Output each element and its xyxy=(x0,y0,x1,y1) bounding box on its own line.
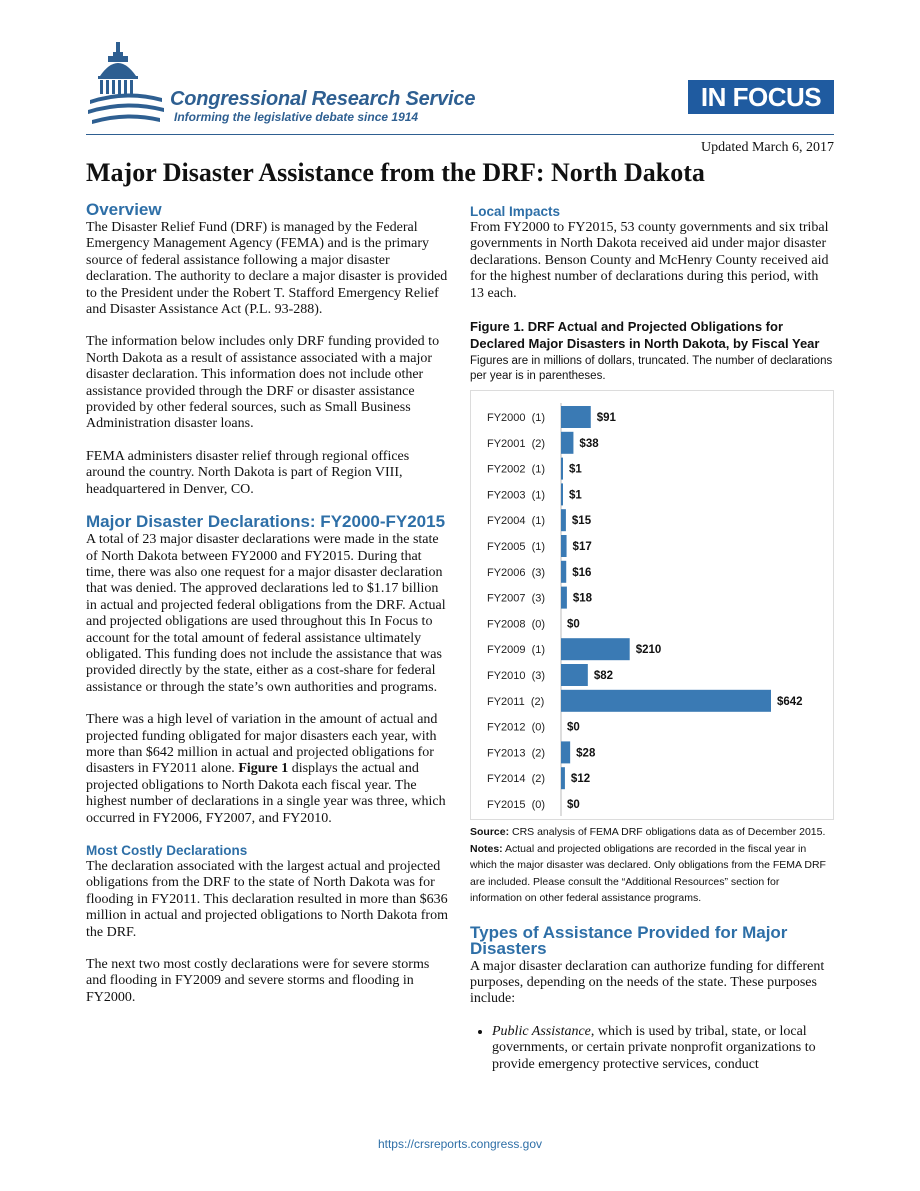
obligation-bar xyxy=(561,432,573,454)
bar-value-label: $91 xyxy=(596,412,616,425)
page-title: Major Disaster Assistance from the DRF: North Dakota xyxy=(86,158,705,187)
right-column xyxy=(470,204,834,1073)
category-tick-label: FY2010 (3) xyxy=(487,670,546,683)
obligation-bar xyxy=(561,561,566,583)
costly-paragraph-1: The declaration associated with the largest actual and projected obligations from the DRF to the state of North Dakota was for flooding in FY2011. This declaration resulted in more than $636 million in actual and projected obligations to North Dakota from the DRF. xyxy=(86,859,448,940)
bar-value-label: $12 xyxy=(570,773,591,786)
obligation-bar xyxy=(561,587,567,609)
assistance-types-list xyxy=(470,1024,834,1073)
category-tick-label: FY2012 (0) xyxy=(487,721,546,734)
notes-label: Notes: xyxy=(470,842,503,855)
capitol-dome-logo xyxy=(86,40,166,130)
bar-value-label: $18 xyxy=(572,592,593,605)
bar-value-label: $38 xyxy=(579,437,599,450)
overview-paragraph-2: The information below includes only DRF funding provided to North Dakota as a result of assistance associated with a major disaster declaration. This information does not include other assistance provided through the DRF or disaster assistance provided by other federal sources, such as Small Business Administration disaster loans. xyxy=(86,334,440,432)
bar-value-label: $1 xyxy=(569,463,582,476)
obligation-bar xyxy=(561,664,588,686)
bar-value-label: $210 xyxy=(635,644,662,657)
category-tick-label: FY2007 (3) xyxy=(487,592,546,605)
p5-text-b: displays the actual and projected obligations to North Dakota each fiscal year. The highest number of declarations in a single year was three, which occurred in FY2006, FY2007, and FY2010. xyxy=(86,761,446,826)
bar-value-label: $16 xyxy=(572,566,592,579)
overview-heading: Overview xyxy=(86,200,162,219)
category-tick-label: FY2001 (2) xyxy=(487,437,546,450)
bar-value-label: $15 xyxy=(571,515,592,528)
obligation-bar xyxy=(561,535,567,557)
category-tick-label: FY2002 (1) xyxy=(487,463,546,476)
notes-text: Actual and projected obligations are recorded in the fiscal year in which the major disaster was declared. Only obligations from the FEMA DRF are included. Please consult the “Additional Resources” section for information on other federal assistance programs. xyxy=(470,842,826,905)
costly-paragraph-2: The next two most costly declarations were for severe storms and flooding in FY2009 and severe storms and flooding in FY2000. xyxy=(86,957,430,1005)
obligation-bar xyxy=(561,638,630,660)
category-tick-label: FY2015 (0) xyxy=(487,799,546,812)
bar-value-label: $1 xyxy=(569,489,582,502)
list-item-public-assistance xyxy=(492,1024,834,1073)
category-tick-label: FY2013 (2) xyxy=(487,747,546,760)
local-impacts-heading: Local Impacts xyxy=(470,204,561,219)
declarations-paragraph-2 xyxy=(86,712,448,827)
assistance-types-heading: Types of Assistance Provided for Major Disasters xyxy=(470,922,788,958)
public-assistance-term: Public Assistance xyxy=(492,1023,591,1039)
bar-value-label: $0 xyxy=(567,721,580,734)
obligation-bar xyxy=(561,458,563,480)
org-tagline: Informing the legislative debate since 1914 xyxy=(174,110,419,124)
assistance-types-paragraph: A major disaster declaration can authorize funding for different purposes, depending on the needs of the state. These purposes include: xyxy=(470,958,825,1007)
obligations-chart xyxy=(470,390,834,820)
figure-1-reference: Figure 1 xyxy=(238,761,289,777)
bar-value-label: $28 xyxy=(576,747,596,760)
report-header xyxy=(86,40,834,140)
category-tick-label: FY2011 (2) xyxy=(487,695,545,708)
bar-value-label: $0 xyxy=(567,799,580,812)
left-column xyxy=(86,202,448,1022)
category-tick-label: FY2004 (1) xyxy=(487,515,546,528)
figure-source xyxy=(470,824,834,841)
obligation-bar xyxy=(561,767,565,789)
figure-subtitle: Figures are in millions of dollars, truncated. The number of declarations per year is in parentheses. xyxy=(470,355,833,383)
category-tick-label: FY2008 (0) xyxy=(487,618,546,631)
bar-value-label: $82 xyxy=(593,670,614,683)
figure-title: Figure 1. DRF Actual and Projected Obligations for Declared Major Disasters in North Dakota, by Fiscal Year xyxy=(470,319,820,352)
local-impacts-paragraph: From FY2000 to FY2015, 53 county governments and six tribal governments in North Dakota received aid under major disaster declarations. Benson County and McHenry County received aid for the highest number of declarations during this period, with 13 each. xyxy=(470,220,829,301)
bar-value-label: $642 xyxy=(777,695,803,708)
figure-notes xyxy=(470,841,834,907)
bar-value-label: $0 xyxy=(567,618,580,631)
category-tick-label: FY2003 (1) xyxy=(487,489,546,502)
obligations-bar-chart xyxy=(471,391,833,819)
in-focus-badge: IN FOCUS xyxy=(688,80,834,114)
declarations-paragraph-1: A total of 23 major disaster declarations were made in the state of North Dakota between FY2000 and FY2015. During that time, there was also one request for a major disaster declaration that was denied. The approved declarations led to $1.17 billion in actual and projected federal obligations from the DRF. Actual and projected obligations are used throughout this In Focus to account for the total amount of federal assistance ultimately obligated. This funding does not include the assistance that was provided directly by the state, either as a cost-share for federal assistance or through the state’s own authorities and programs. xyxy=(86,532,446,695)
public-assistance-text: , which is used by tribal, state, or local governments, or certain private nonprofit organizations to provide emergency protective services, conduct xyxy=(492,1023,816,1072)
source-label: Source: xyxy=(470,826,510,839)
overview-paragraph-1: The Disaster Relief Fund (DRF) is managed by the Federal Emergency Management Agency (FEMA) and is the primary source of federal assistance following a major disaster declaration. The authority to declare a major disaster is provided to the President under the Robert T. Stafford Emergency Relief and Disaster Assistance Act (P.L. 93-288). xyxy=(86,220,448,318)
declarations-heading: Major Disaster Declarations: FY2000-FY2015 xyxy=(86,512,446,532)
obligation-bar xyxy=(561,690,771,712)
bar-value-label: $17 xyxy=(572,541,592,554)
category-tick-label: FY2009 (1) xyxy=(487,644,546,657)
obligation-bar xyxy=(561,406,591,428)
category-tick-label: FY2014 (2) xyxy=(487,773,546,786)
category-tick-label: FY2006 (3) xyxy=(487,566,546,579)
obligation-bar xyxy=(561,483,563,505)
costly-declarations-heading: Most Costly Declarations xyxy=(86,843,248,858)
footer-url-link[interactable]: https://crsreports.congress.gov xyxy=(377,1137,543,1151)
org-name: Congressional Research Service xyxy=(170,88,476,110)
category-tick-label: FY2000 (1) xyxy=(487,412,546,425)
category-tick-label: FY2005 (1) xyxy=(487,541,546,554)
obligation-bar xyxy=(561,741,570,763)
source-text: CRS analysis of FEMA DRF obligations data as of December 2015. xyxy=(509,826,826,839)
overview-paragraph-3: FEMA administers disaster relief through regional offices around the country. North Dakota is part of Region VIII, headquartered in Denver, CO. xyxy=(86,448,410,497)
header-divider xyxy=(86,134,834,135)
updated-date: Updated March 6, 2017 xyxy=(701,140,834,155)
p5-text-a: There was a high level of variation in the amount of actual and projected funding obligated for major disasters each year, with more than $642 million in actual and projected obligations for disasters in FY2011 alone. xyxy=(86,712,438,777)
obligation-bar xyxy=(561,509,566,531)
